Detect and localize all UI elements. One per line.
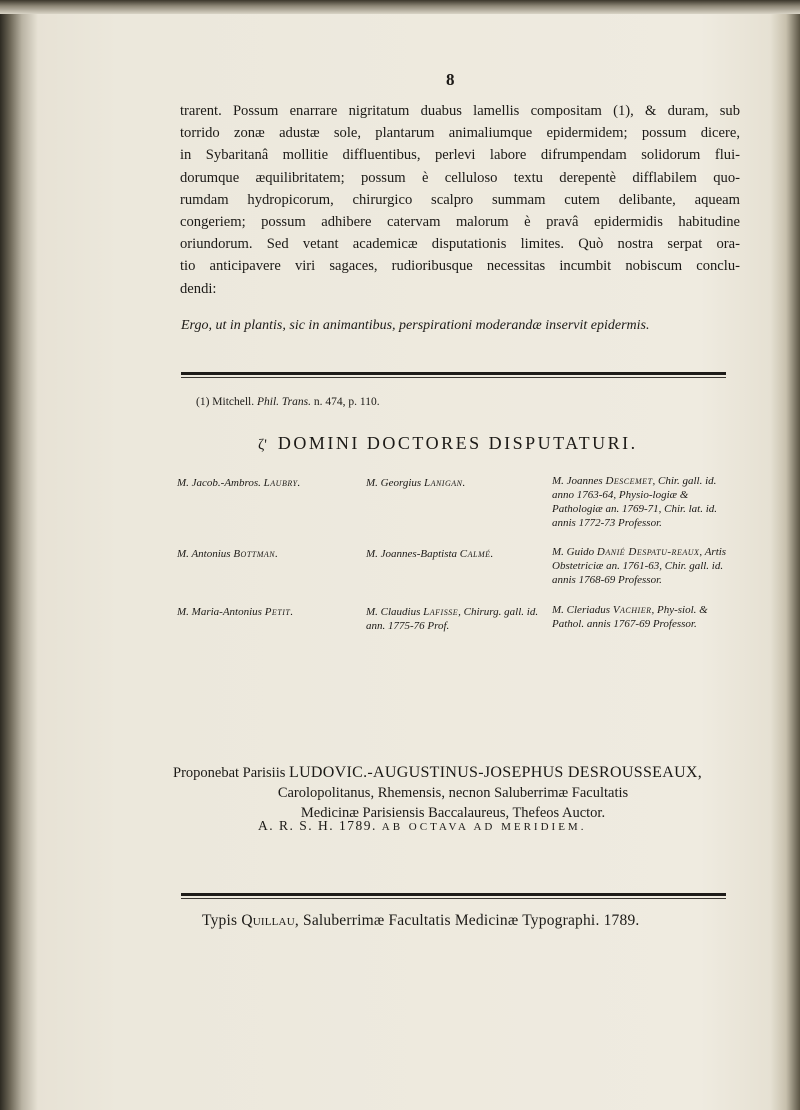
footnote bbox=[196, 396, 380, 408]
doctor-given-name: M. Georgius bbox=[366, 477, 422, 489]
date-year: A. R. S. H. 1789. bbox=[258, 818, 377, 833]
printer-name: Quillau bbox=[241, 912, 295, 929]
doctor-given-name: M. Jacob.-Ambros. bbox=[177, 477, 261, 489]
body-line: in Sybaritanâ mollitie diffluentibus, perlevi labore difrumpendam solidorum flui- bbox=[180, 147, 740, 164]
doctor-given-name: M. Joannes-Baptista bbox=[366, 548, 458, 560]
conclusion-ergo: Ergo, ut in plantis, sic in animantibus, perspirationi moderandæ inservit epidermis. bbox=[181, 318, 650, 333]
doctor-entry bbox=[552, 474, 734, 530]
proponebat-line-2: Carolopolitanus, Rhemensis, necnon Saluberrimæ Facultatis bbox=[277, 785, 629, 801]
doctor-given-name: M. Antonius bbox=[177, 548, 231, 560]
doctor-surname: Lanigan. bbox=[423, 477, 466, 489]
divider-rule bbox=[181, 898, 726, 899]
printer-typis: Typis bbox=[202, 912, 238, 929]
printer-detail: , Saluberrimæ Facultatis Medicinæ Typographi. 1789. bbox=[294, 912, 640, 929]
doctor-given-name: M. Maria-Antonius bbox=[177, 606, 262, 618]
body-line: torrido zonæ adustæ sole, plantarum animaliumque epidermidem; possum dicere, bbox=[180, 125, 740, 142]
doctor-entry bbox=[366, 605, 552, 633]
heading-mark: ζ' bbox=[258, 437, 267, 453]
doctor-entry bbox=[177, 605, 294, 619]
doctors-heading bbox=[258, 433, 638, 454]
date-hours: AB OCTAVA AD MERIDIEM. bbox=[381, 821, 587, 833]
body-line: trarent. Possum enarrare nigritatum duabus lamellis compositam (1), & duram, sub bbox=[180, 103, 740, 119]
proponebat-line-1 bbox=[173, 763, 733, 783]
footnote-marker: (1) Mitchell. bbox=[196, 396, 255, 408]
footnote-journal: Phil. Trans. bbox=[257, 396, 312, 408]
body-line: tio anticipavere viri sagaces, rudioribusque necessitas incumbit nobiscum conclu- bbox=[180, 258, 740, 275]
doctor-entry bbox=[177, 476, 301, 490]
doctor-surname: Bottman. bbox=[233, 548, 279, 560]
doctor-surname: Laubry. bbox=[263, 477, 301, 489]
proponebat-line-3: Medicinæ Parisiensis Baccalaureus, Thefeos Auctor. bbox=[300, 805, 606, 821]
footnote-ref: n. 474, p. 110. bbox=[313, 396, 380, 408]
doctor-given-name: M. Claudius bbox=[366, 606, 421, 618]
heading-text: DOMINI DOCTORES DISPUTATURI. bbox=[277, 433, 638, 453]
divider-rule bbox=[181, 372, 726, 375]
doctor-surname: Petit. bbox=[264, 606, 294, 618]
doctor-entry bbox=[552, 545, 734, 587]
page-number: 8 bbox=[446, 70, 455, 89]
proponebat-intro: Proponebat Parisiis bbox=[173, 765, 286, 781]
doctor-entry bbox=[366, 547, 494, 561]
printer-imprint bbox=[202, 912, 639, 930]
divider-rule bbox=[181, 893, 726, 896]
doctor-surname: Descemet bbox=[605, 475, 653, 487]
divider-rule bbox=[181, 377, 726, 378]
body-line: dorumque æquilibritatem; possum è celluloso textu derepentè difflabilem quo- bbox=[180, 169, 740, 186]
date-line bbox=[258, 818, 586, 834]
body-line: congeriem; possum adhibere catervam malorum è pravâ epidermidis habitudine bbox=[180, 214, 740, 231]
body-paragraph bbox=[180, 100, 740, 300]
doctor-given-name: M. Guido bbox=[552, 546, 595, 558]
doctor-surname: Lafisse bbox=[423, 606, 459, 618]
doctor-surname: Calmé. bbox=[459, 548, 494, 560]
doctor-entry bbox=[366, 476, 466, 490]
body-line: oriundorum. Sed vetant academicæ disputationis limites. Quò nostra serpat ora- bbox=[180, 236, 740, 253]
body-line: rumdam hydropicorum, chirurgico scalpro summam cutem delibante, aqueam bbox=[180, 191, 740, 208]
doctor-detail: , Chir. gall. id. anno 1763-64, Physio-logiæ & Pathologiæ an. 1769-71, Chir. lat. id. annis 1772-73 Professor. bbox=[552, 475, 718, 529]
doctor-given-name: M. Joannes bbox=[552, 475, 603, 487]
doctor-surname: Vachier bbox=[612, 604, 652, 616]
body-line: dendi: bbox=[180, 280, 217, 297]
doctor-entry bbox=[177, 547, 278, 561]
proponebat-block bbox=[173, 763, 733, 823]
doctor-detail: , Artis Obstetriciæ an. 1761-63, Chir. gall. id. annis 1768-69 Professor. bbox=[552, 546, 727, 586]
doctor-given-name: M. Cleriadus bbox=[552, 604, 611, 616]
doctor-detail: , Phy-siol. & Pathol. annis 1767-69 Professor. bbox=[552, 604, 708, 630]
candidate-name: LUDOVIC.-AUGUSTINUS-JOSEPHUS DESROUSSEAUX, bbox=[289, 764, 703, 781]
doctor-surname: Danié Despatu-reaux bbox=[596, 546, 700, 558]
doctor-detail: , Chirurg. gall. id. ann. 1775-76 Prof. bbox=[366, 606, 539, 632]
doctor-entry bbox=[552, 603, 734, 631]
